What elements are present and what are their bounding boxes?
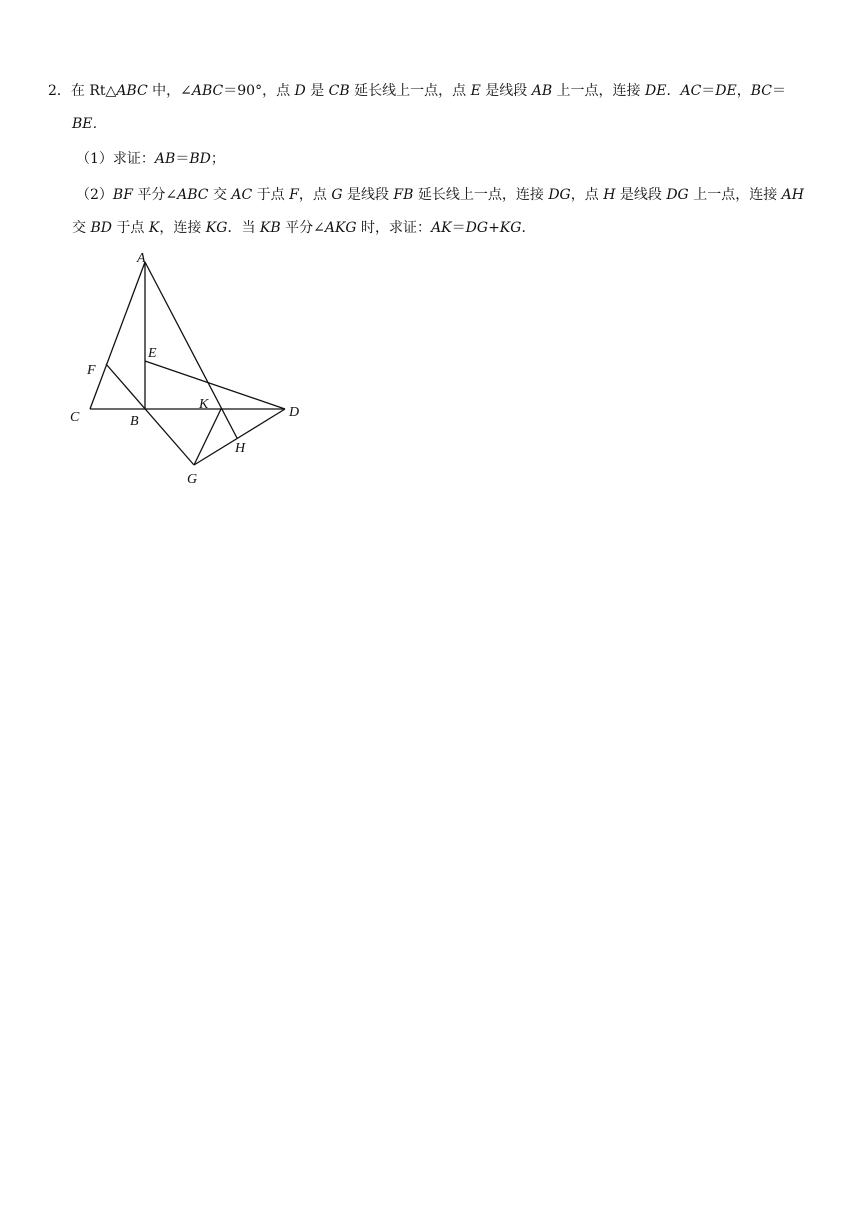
part2b-render: 交 BD 于点 K，连接 KG．当 KB 平分∠AKG 时，求证：AK＝DG+KG．: [72, 220, 536, 236]
label-F: F: [87, 363, 96, 378]
problem-stem-line1: [48, 80, 786, 102]
stem-line2-text: BE．: [72, 116, 107, 132]
segment-AC: [90, 262, 145, 409]
stem1-render: 在 Rt△ABC 中，∠ABC＝90°，点 D 是 CB 延长线上一点，点 E 是线段 AB 上一点，连接 DE．AC＝DE，BC＝: [70, 83, 787, 99]
label-E: E: [148, 346, 157, 361]
problem-number: 2．: [48, 83, 71, 99]
label-D: D: [289, 405, 300, 420]
label-K: K: [199, 397, 209, 412]
part1-render: （1）求证：AB＝BD；: [76, 151, 225, 167]
label-C: C: [70, 410, 80, 425]
problem-stem-line2: [72, 113, 107, 135]
segment-ED: [145, 361, 285, 409]
label-A: A: [137, 251, 146, 266]
figure-lines: [90, 262, 285, 465]
part1-text: [76, 148, 225, 170]
segment-FG: [106, 364, 194, 465]
part2-line2: [72, 217, 535, 239]
label-B: B: [130, 414, 139, 429]
segment-AH: [145, 262, 237, 438]
part2a-render: （2）BF 平分∠ABC 交 AC 于点 F，点 G 是线段 FB 延长线上一点，连接 DG，点 H 是线段 DG 上一点，连接 AH: [76, 187, 804, 203]
geometry-figure: [60, 245, 320, 495]
label-G: G: [187, 472, 198, 487]
part2-line1: [76, 184, 804, 206]
label-H: H: [235, 441, 246, 456]
